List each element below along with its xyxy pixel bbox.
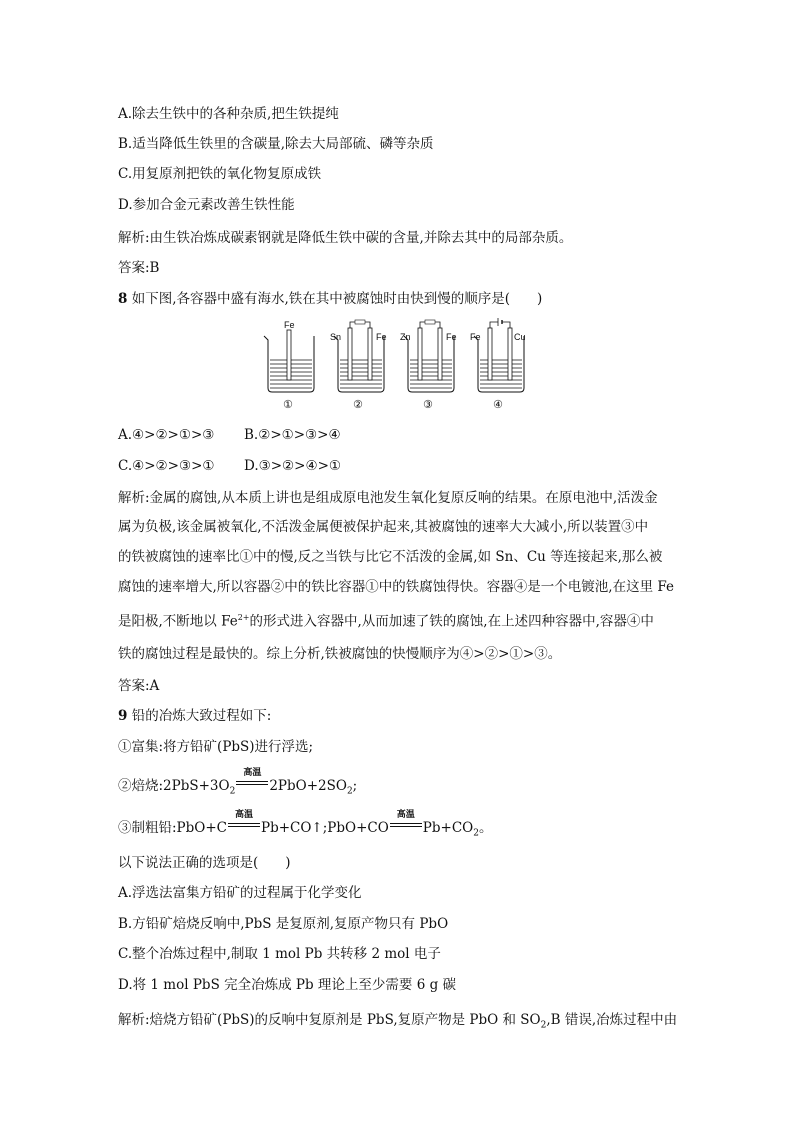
q8-options-row-1 [118,425,341,445]
beaker-3-label-zn: Zn [400,332,411,342]
beaker-1 [264,320,314,411]
beaker-2-label-sn: Sn [330,332,342,342]
q8-option-c: C.④>②>③>① [118,458,215,474]
q8-stem [118,289,542,309]
q8-analysis-line-1: 解析:金属的腐蚀,从本质上讲也是组成原电池发生氧化复原反响的结果。在原电池中,活泼金 [118,490,658,506]
beaker-3 [400,320,457,411]
reaction-condition: 高温 [234,810,253,820]
q9-number: 9 [118,708,128,724]
q9-step-2 [118,768,358,802]
q9-step-3-end: 。 [478,820,493,836]
reaction-arrow [228,810,260,832]
q9-stem-text: 铅的冶炼大致过程如下: [127,708,272,724]
q9-step-3-pre: ③制粗铅:PbO+C [118,820,227,836]
q7-option-b: B.适当降低生铁里的含碳量,除去大局部硫、磷等杂质 [118,136,434,152]
reaction-arrow [390,810,422,832]
q9-analysis-post: ,B 错误,冶炼过程中由 [546,1012,678,1028]
q9-step-2-post: 2PbO+2SO [269,778,347,794]
beaker-4-label-cu: Cu [514,332,526,342]
q8-analysis-line-6: 铁的腐蚀过程是最快的。综上分析,铁被腐蚀的快慢顺序为④>②>①>③。 [118,646,562,662]
q8-stem-text: 如下图,各容器中盛有海水,铁在其中被腐蚀时由快到慢的顺序是( ) [127,291,543,307]
q8-answer: 答案:A [118,678,160,694]
q9-stem [118,706,271,726]
q9-step-2-pre: ②焙烧:2PbS+3O [118,778,230,794]
fe-charge-superscript: 2+ [237,613,250,622]
reaction-condition: 高温 [396,810,415,820]
beaker-2-caption: ② [353,398,363,411]
q9-option-c: C.整个冶炼过程中,制取 1 mol Pb 共转移 2 mol 电子 [118,946,441,962]
q9-analysis [118,1010,677,1036]
reaction-condition: 高温 [243,768,262,778]
beaker-2-label-fe: Fe [376,332,387,342]
q8-analysis-line-2: 属为负极,该金属被氧化,不活泼金属便被保护起来,其被腐蚀的速率大大减小,所以装置③中 [118,519,649,535]
q7-option-a: A.除去生铁中的各种杂质,把生铁提纯 [118,106,339,122]
beaker-4-label-fe: Fe [470,332,481,342]
so2-subscript: 2 [346,786,353,797]
q9-option-b: B.方铅矿焙烧反响中,PbS 是复原剂,复原产物只有 PbO [118,916,449,932]
q8-options-row-2 [118,456,341,476]
q9-step-3 [118,810,493,844]
beaker-1-caption: ① [283,398,293,411]
q9-analysis-pre: 解析:焙烧方铅矿(PbS)的反响中复原剂是 PbS,复原产物是 PbO 和 SO [118,1012,541,1028]
q9-step-1: ①富集:将方铅矿(PbS)进行浮选; [118,739,314,755]
q8-option-a: A.④>②>①>③ [118,427,215,443]
q8-option-b: B.②>①>③>④ [244,427,341,443]
q8-analysis-line-3: 的铁被腐蚀的速率比①中的慢,反之当铁与比它不活泼的金属,如 Sn、Cu 等连接起来,那么被 [118,549,663,565]
q7-option-d: D.参加合金元素改善生铁性能 [118,197,295,213]
q7-answer: 答案:B [118,260,160,276]
q7-option-c: C.用复原剂把铁的氧化物复原成铁 [118,166,322,182]
q9-question: 以下说法正确的选项是( ) [118,855,291,871]
q8-analysis-line-5-pre: 是阳极,不断地以 Fe [118,613,238,630]
o2-subscript: 2 [229,786,236,797]
q9-step-2-end: ; [352,778,358,794]
q8-analysis-line-4: 腐蚀的速率增大,所以容器②中的铁比容器①中的铁腐蚀得快。容器④是一个电镀池,在这里 Fe [118,579,674,595]
q7-analysis: 解析:由生铁冶炼成碳素钢就是降低生铁中碳的含量,并除去其中的局部杂质。 [118,230,573,246]
beaker-1-label-fe: Fe [284,320,295,330]
reaction-arrow [236,768,268,790]
beaker-4 [470,318,526,411]
q9-step-3-mid: Pb+CO↑;PbO+CO [260,820,389,836]
co2-subscript: 2 [473,828,479,839]
q8-analysis-line-5-post: 的形式进入容器中,从而加速了铁的腐蚀,在上述四种容器中,容器④中 [249,613,654,630]
q8-number: 8 [118,291,128,307]
beaker-2 [330,320,387,411]
so2-subscript: 2 [540,1020,547,1031]
q9-option-a: A.浮选法富集方铅矿的过程属于化学变化 [118,885,362,901]
q9-step-3-post: Pb+CO [422,820,474,836]
q9-option-d: D.将 1 mol PbS 完全冶炼成 Pb 理论上至少需要 6 g 碳 [118,977,457,993]
q8-option-d: D.③>②>④>① [244,458,341,474]
beaker-3-label-fe: Fe [446,332,457,342]
beaker-4-caption: ④ [493,398,503,411]
q8-analysis-line-5 [118,608,654,632]
corrosion-beakers-figure [258,318,540,414]
beaker-3-caption: ③ [423,398,433,411]
